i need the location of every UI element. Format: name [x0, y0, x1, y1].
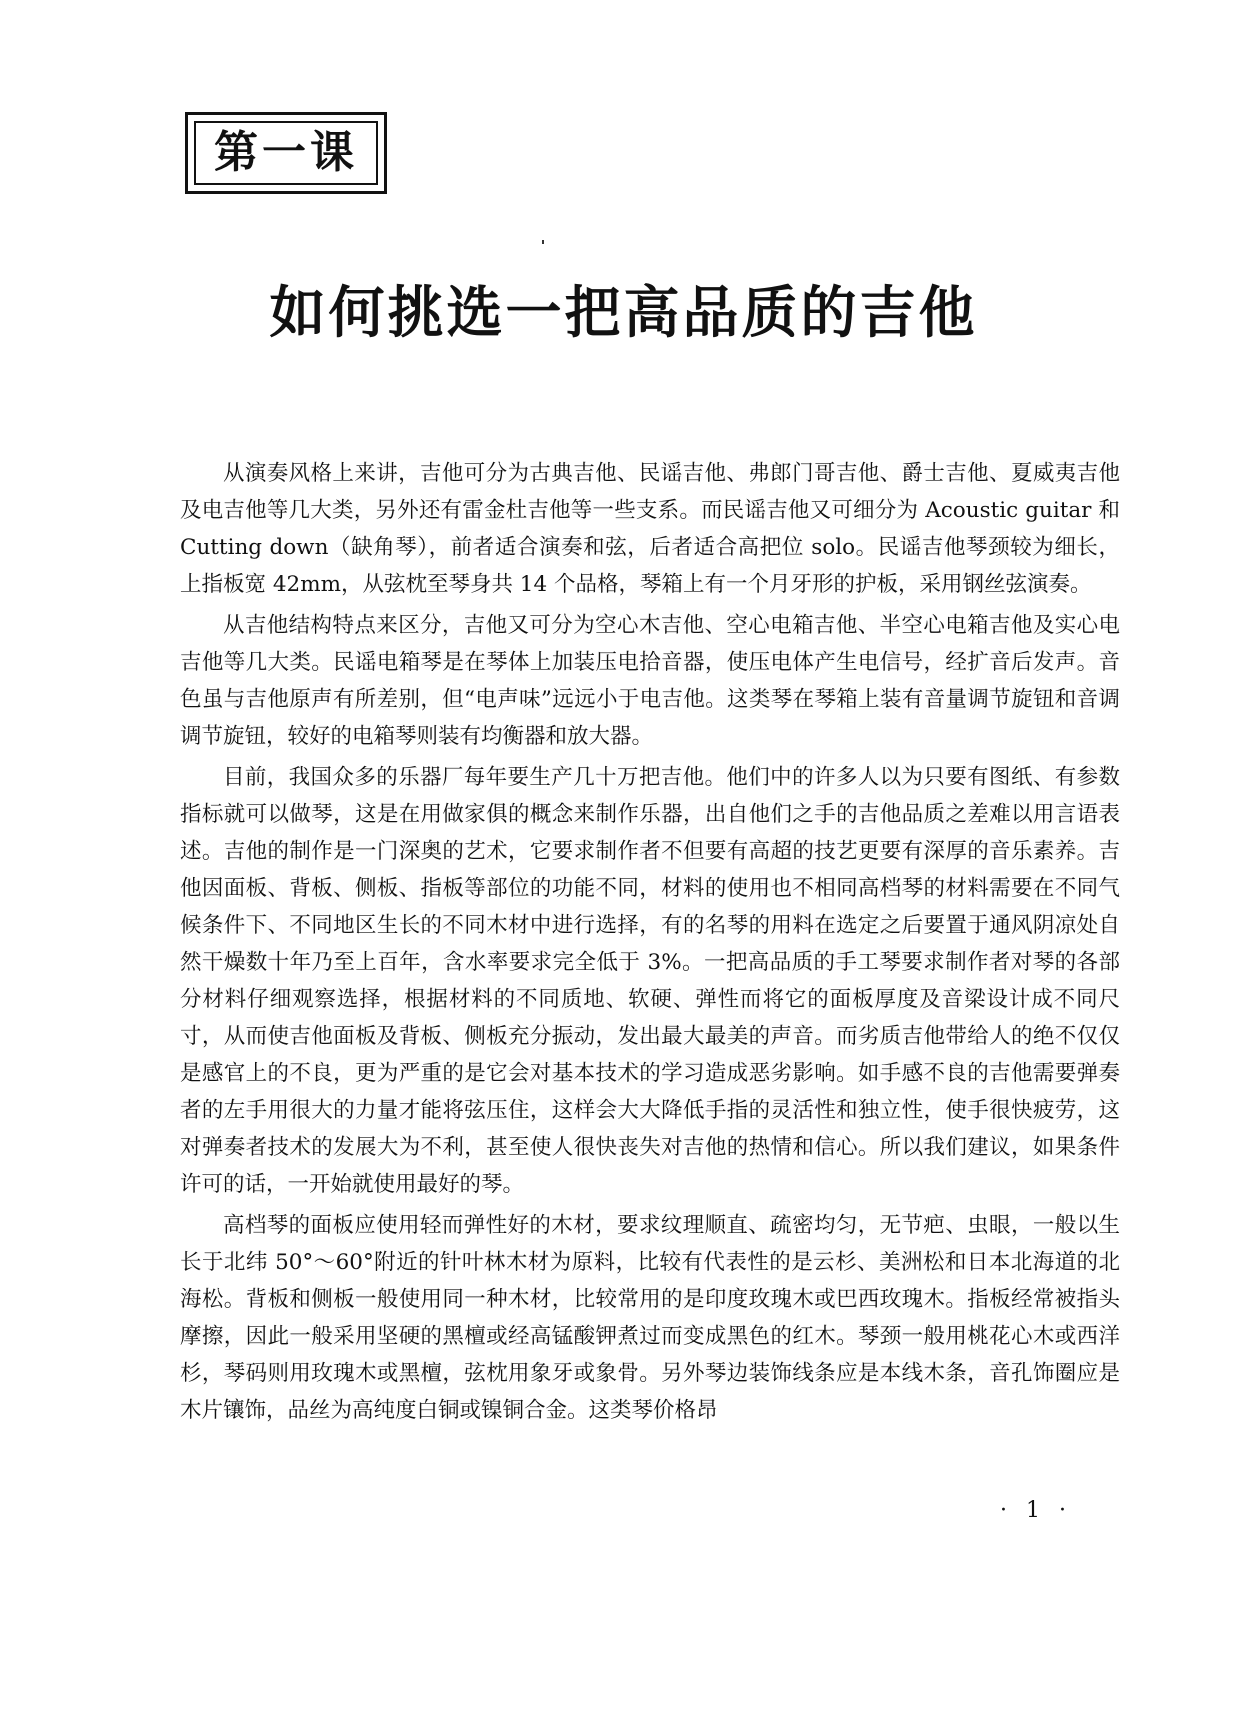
page-title: 如何挑选一把高品质的吉他 — [269, 280, 978, 346]
paragraph-guitar-styles: 从演奏风格上来讲，吉他可分为古典吉他、民谣吉他、弗郎门哥吉他、爵士吉他、夏威夷吉他及电吉他等几大类，另外还有雷金杜吉他等一些支系。而民谣吉他又可细分为 Acoustic guitar 和 Cutting down（缺角琴），前者适合演奏和弦，后者适合高把位 solo。民谣吉他琴颈较为细长，上指板宽 42mm，从弦枕至琴身共 14 个品格，琴箱上有一个月牙形的护板，采用钢丝弦演奏。 — [180, 461, 1120, 597]
lesson-label: 第一课 — [214, 127, 358, 178]
paragraph-guitar-quality: 目前，我国众多的乐器厂每年要生产几十万把吉他。他们中的许多人以为只要有图纸、有参数指标就可以做琴，这是在用做家俱的概念来制作乐器，出自他们之手的吉他品质之差难以用言语表述。吉他的制作是一门深奥的艺术，它要求制作者不但要有高超的技艺更要有深厚的音乐素养。吉他因面板、背板、侧板、指板等部位的功能不同，材料的使用也不相同高档琴的材料需要在不同气候条件下、不同地区生长的不同木材中进行选择，有的名琴的用料在选定之后要置于通风阴凉处自然干燥数十年乃至上百年，含水率要求完全低于 3%。一把高品质的手工琴要求制作者对琴的各部分材料仔细观察选择，根据材料的不同质地、软硬、弹性而将它的面板厚度及音梁设计成不同尺寸，从而使吉他面板及背板、侧板充分振动，发出最大最美的声音。而劣质吉他带给人的绝不仅仅是感官上的不良，更为严重的是它会对基本技术的学习造成恶劣影响。如手感不良的吉他需要弹奏者的左手用很大的力量才能将弦压住，这样会大大降低手指的灵活性和独立性，使手很快疲劳，这对弹奏者技术的发展大为不利，甚至使人很快丧失对吉他的热情和信心。所以我们建议，如果条件许可的话，一开始就使用最好的琴。 — [180, 765, 1120, 1197]
paragraph-guitar-structure: 从吉他结构特点来区分，吉他又可分为空心木吉他、空心电箱吉他、半空心电箱吉他及实心电吉他等几大类。民谣电箱琴是在琴体上加装压电拾音器，使压电体产生电信号，经扩音后发声。音色虽与吉他原声有所差别，但“电声味”远远小于电吉他。这类琴在琴箱上装有音量调节旋钮和音调调节旋钮，较好的电箱琴则装有均衡器和放大器。 — [180, 613, 1120, 749]
page-number: · 1 · — [1000, 1498, 1072, 1523]
lesson-header-inner-frame — [194, 121, 378, 185]
lesson-header-box — [185, 112, 387, 194]
paragraph-guitar-materials: 高档琴的面板应使用轻而弹性好的木材，要求纹理顺直、疏密均匀，无节疤、虫眼，一般以生长于北纬 50°～60°附近的针叶林木材为原料，比较有代表性的是云杉、美洲松和日本北海道的北海松。背板和侧板一般使用同一种木材，比较常用的是印度玫瑰木或巴西玫瑰木。指板经常被指头摩擦，因此一般采用坚硬的黑檀或经高锰酸钾煮过而变成黑色的红木。琴颈一般用桃花心木或西洋杉，琴码则用玫瑰木或黑檀，弦枕用象牙或象骨。另外琴边装饰线条应是本线木条，音孔饰圈应是木片镶饰，品丝为高纯度白铜或镍铜合金。这类琴价格昂 — [180, 1213, 1120, 1423]
print-speck — [542, 240, 544, 244]
article-body — [180, 455, 1120, 1433]
